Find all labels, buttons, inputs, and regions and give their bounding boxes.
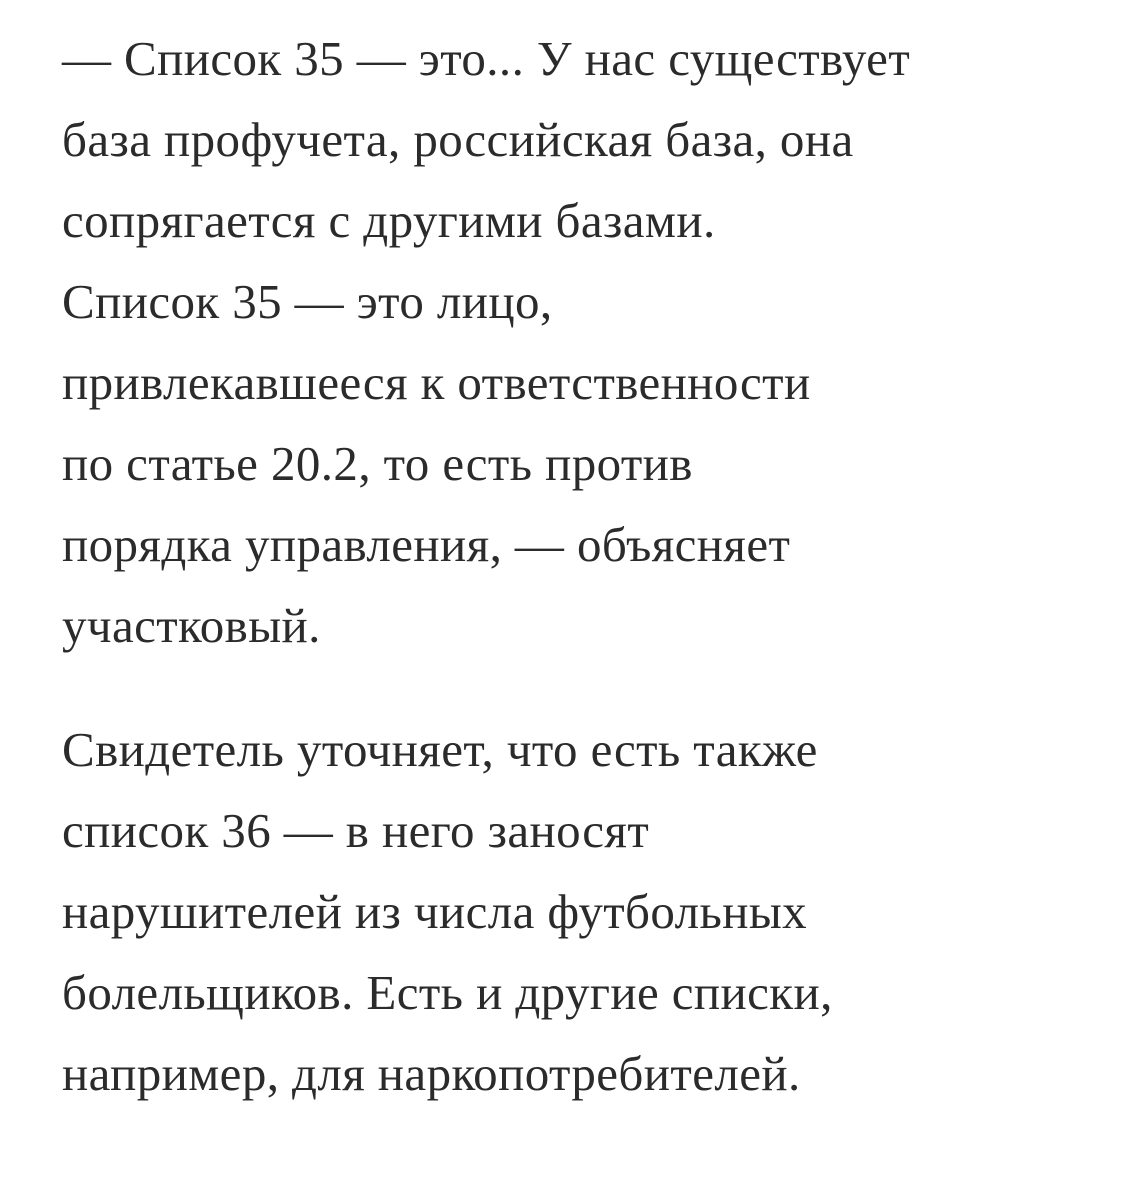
article-body xyxy=(62,18,1072,1114)
text-line: участковый. xyxy=(62,598,321,653)
text-line: болельщиков. Есть и другие списки, xyxy=(62,965,833,1020)
text-line: — Список 35 — это... У нас существует xyxy=(62,31,911,86)
text-line: сопрягается с другими базами. xyxy=(62,193,716,248)
paragraph-quote xyxy=(62,18,1072,666)
text-line: Свидетель уточняет, что есть также xyxy=(62,722,818,777)
text-line: например, для наркопотребителей. xyxy=(62,1046,801,1101)
text-line: нарушителей из числа футбольных xyxy=(62,884,808,939)
text-line: база профучета, российская база, она xyxy=(62,112,854,167)
text-line: Список 35 — это лицо, xyxy=(62,274,553,329)
paragraph-witness xyxy=(62,709,1072,1114)
text-line: привлекавшееся к ответственности xyxy=(62,355,811,410)
text-line: порядка управления, — объясняет xyxy=(62,517,791,572)
text-line: по статье 20.2, то есть против xyxy=(62,436,693,491)
text-line: список 36 — в него заносят xyxy=(62,803,650,858)
